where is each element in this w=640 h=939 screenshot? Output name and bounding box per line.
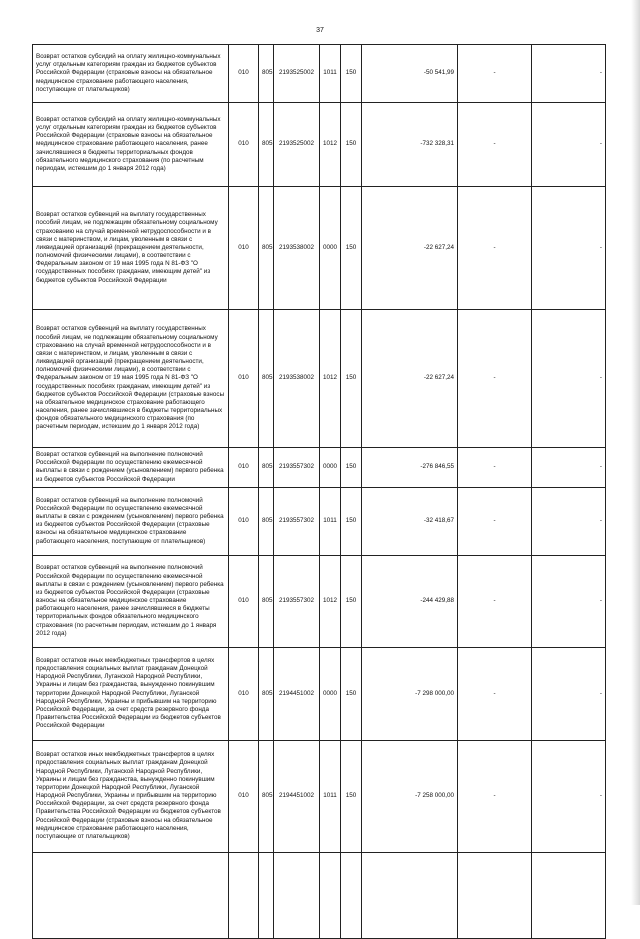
amount-cell: -244 429,88 (362, 555, 458, 647)
economic-code: 150 (341, 45, 362, 103)
admin-code: 805 (259, 647, 274, 740)
target-code (274, 852, 320, 938)
section-code: 010 (229, 187, 259, 310)
table-row (33, 103, 606, 187)
empty-cell: - (532, 187, 606, 310)
economic-code (341, 852, 362, 938)
section-code: 010 (229, 487, 259, 555)
section-code: 010 (229, 45, 259, 103)
economic-code: 150 (341, 187, 362, 310)
empty-cell: - (532, 740, 606, 852)
row-description: Возврат остатков субсидий на оплату жилищно-коммунальных услуг отдельным категориям граждан из бюджетов субъектов Российской Федерации (страховые взносы на обязательное медицинское страхование работающего населения, ранее зачислявшиеся в бюджеты территориальных фондов обязательного медицинского страхования (по расчетным периодам, истекшим до 1 января 2012 года) (33, 103, 229, 187)
target-code: 2193538002 (274, 187, 320, 310)
row-description: Возврат остатков субвенций на выплату государственных пособий лицам, не подлежащим обязательному социальному страхованию на случай временной нетрудоспособности и в связи с материнством, и лицам, уволенным в связи с ликвидацией организаций (прекращением деятельности, полномочий физическими лицами), в соответствии с Федеральным законом от 19 мая 1995 года N 81-ФЗ "О государственных пособиях гражданам, имеющим детей" из бюджетов субъектов Российской Федерации (33, 187, 229, 310)
table-row (33, 555, 606, 647)
empty-cell: - (458, 103, 532, 187)
table-row (33, 448, 606, 488)
empty-cell: - (458, 187, 532, 310)
admin-code: 805 (259, 448, 274, 488)
admin-code (259, 852, 274, 938)
kind-code: 0000 (320, 187, 341, 310)
target-code: 2193557302 (274, 487, 320, 555)
economic-code: 150 (341, 647, 362, 740)
economic-code: 150 (341, 448, 362, 488)
target-code: 2193525002 (274, 45, 320, 103)
admin-code: 805 (259, 45, 274, 103)
economic-code: 150 (341, 487, 362, 555)
row-description (33, 852, 229, 938)
admin-code: 805 (259, 487, 274, 555)
economic-code: 150 (341, 310, 362, 448)
section-code (229, 852, 259, 938)
scan-edge-shadow (631, 0, 640, 905)
empty-cell: - (532, 45, 606, 103)
kind-code: 1012 (320, 103, 341, 187)
amount-cell: -7 298 000,00 (362, 647, 458, 740)
row-description: Возврат остатков иных межбюджетных трансфертов в целях предоставления социальных выплат гражданам Донецкой Народной Республики, Луганской Народной Республики, Украины и лицам без гражданства, вынужденно покинувшим территории Донецкой Народной Республики, Луганской Народной Республики, Украины и прибывшим на территорию Российской Федерации, за счет средств резервного фонда Правительства Российской Федерации из бюджетов субъектов Российской Федерации (страховые взносы на обязательное медицинское страхование работающего населения, поступающие от плательщиков) (33, 740, 229, 852)
empty-cell: - (532, 448, 606, 488)
target-code: 2193525002 (274, 103, 320, 187)
page-number: 37 (316, 27, 324, 34)
empty-cell: - (532, 310, 606, 448)
section-code: 010 (229, 555, 259, 647)
admin-code: 805 (259, 103, 274, 187)
row-description: Возврат остатков субвенций на выполнение полномочий Российской Федерации по осуществлению ежемесячной выплаты в связи с рождением (усыновлением) первого ребенка из бюджетов субъектов Российской Федерации (33, 448, 229, 488)
row-description: Возврат остатков иных межбюджетных трансфертов в целях предоставления социальных выплат гражданам Донецкой Народной Республики, Луганской Народной Республики, Украины и лицам без гражданства, вынужденно покинувшим территории Донецкой Народной Республики, Луганской Народной Республики, Украины и прибывшим на территорию Российской Федерации, за счет средств резервного фонда Правительства Российской Федерации из бюджетов субъектов Российской Федерации (33, 647, 229, 740)
row-description: Возврат остатков субсидий на оплату жилищно-коммунальных услуг отдельным категориям граждан из бюджетов субъектов Российской Федерации (страховые взносы на обязательное медицинское страхование работающего населения, поступающие от плательщиков) (33, 45, 229, 103)
amount-cell: -276 846,55 (362, 448, 458, 488)
section-code: 010 (229, 448, 259, 488)
empty-cell: - (532, 555, 606, 647)
economic-code: 150 (341, 555, 362, 647)
amount-cell: -732 328,31 (362, 103, 458, 187)
kind-code: 1011 (320, 740, 341, 852)
empty-cell: - (532, 647, 606, 740)
amount-cell (362, 852, 458, 938)
table-row (33, 647, 606, 740)
empty-cell: - (532, 103, 606, 187)
section-code: 010 (229, 103, 259, 187)
table-row (33, 187, 606, 310)
economic-code: 150 (341, 103, 362, 187)
target-code: 2193538002 (274, 310, 320, 448)
target-code: 2193557302 (274, 448, 320, 488)
empty-cell: - (458, 555, 532, 647)
table-row (33, 487, 606, 555)
kind-code: 1012 (320, 310, 341, 448)
row-description: Возврат остатков субвенций на выплату государственных пособий лицам, не подлежащим обязательному социальному страхованию на случай временной нетрудоспособности и в связи с материнством, и лицам, уволенным в связи с ликвидацией организаций (прекращением деятельности, полномочий физическими лицами), в соответствии с Федеральным законом от 19 мая 1995 года N 81-ФЗ "О государственных пособиях гражданам, имеющим детей" из бюджетов субъектов Российской Федерации (страховые взносы на обязательное медицинское страхование работающего населения, ранее зачислявшиеся в бюджеты территориальных фондов обязательного медицинского страхования (по расчетным периодам, истекшим до 1 января 2012 года) (33, 310, 229, 448)
admin-code: 805 (259, 555, 274, 647)
kind-code: 1011 (320, 487, 341, 555)
kind-code (320, 852, 341, 938)
empty-cell (532, 852, 606, 938)
economic-code: 150 (341, 740, 362, 852)
kind-code: 0000 (320, 647, 341, 740)
empty-cell: - (458, 448, 532, 488)
table-row (33, 310, 606, 448)
table-row (33, 45, 606, 103)
section-code: 010 (229, 740, 259, 852)
amount-cell: -32 418,67 (362, 487, 458, 555)
empty-cell: - (458, 310, 532, 448)
section-code: 010 (229, 647, 259, 740)
empty-cell: - (532, 487, 606, 555)
amount-cell: -22 627,24 (362, 187, 458, 310)
table-row (33, 740, 606, 852)
amount-cell: -22 627,24 (362, 310, 458, 448)
section-code: 010 (229, 310, 259, 448)
empty-cell: - (458, 487, 532, 555)
target-code: 2194451002 (274, 740, 320, 852)
row-description: Возврат остатков субвенций на выполнение полномочий Российской Федерации по осуществлению ежемесячной выплаты в связи с рождением (усыновлением) первого ребенка из бюджетов субъектов Российской Федерации (страховые взносы на обязательное медицинское страхование работающего населения, поступающие от плательщиков) (33, 487, 229, 555)
table-row (33, 852, 606, 938)
budget-return-table (32, 44, 606, 939)
empty-cell (458, 852, 532, 938)
empty-cell: - (458, 45, 532, 103)
kind-code: 1011 (320, 45, 341, 103)
row-description: Возврат остатков субвенций на выполнение полномочий Российской Федерации по осуществлению ежемесячной выплаты в связи с рождением (усыновлением) первого ребенка из бюджетов субъектов Российской Федерации (страховые взносы на обязательное медицинское страхование работающего населения, ранее зачислявшиеся в бюджеты территориальных фондов обязательного медицинского страхования (по расчетным периодам, истекшим до 1 января 2012 года) (33, 555, 229, 647)
admin-code: 805 (259, 310, 274, 448)
admin-code: 805 (259, 740, 274, 852)
target-code: 2193557302 (274, 555, 320, 647)
admin-code: 805 (259, 187, 274, 310)
amount-cell: -7 258 000,00 (362, 740, 458, 852)
empty-cell: - (458, 740, 532, 852)
empty-cell: - (458, 647, 532, 740)
kind-code: 1012 (320, 555, 341, 647)
amount-cell: -50 541,99 (362, 45, 458, 103)
kind-code: 0000 (320, 448, 341, 488)
target-code: 2194451002 (274, 647, 320, 740)
